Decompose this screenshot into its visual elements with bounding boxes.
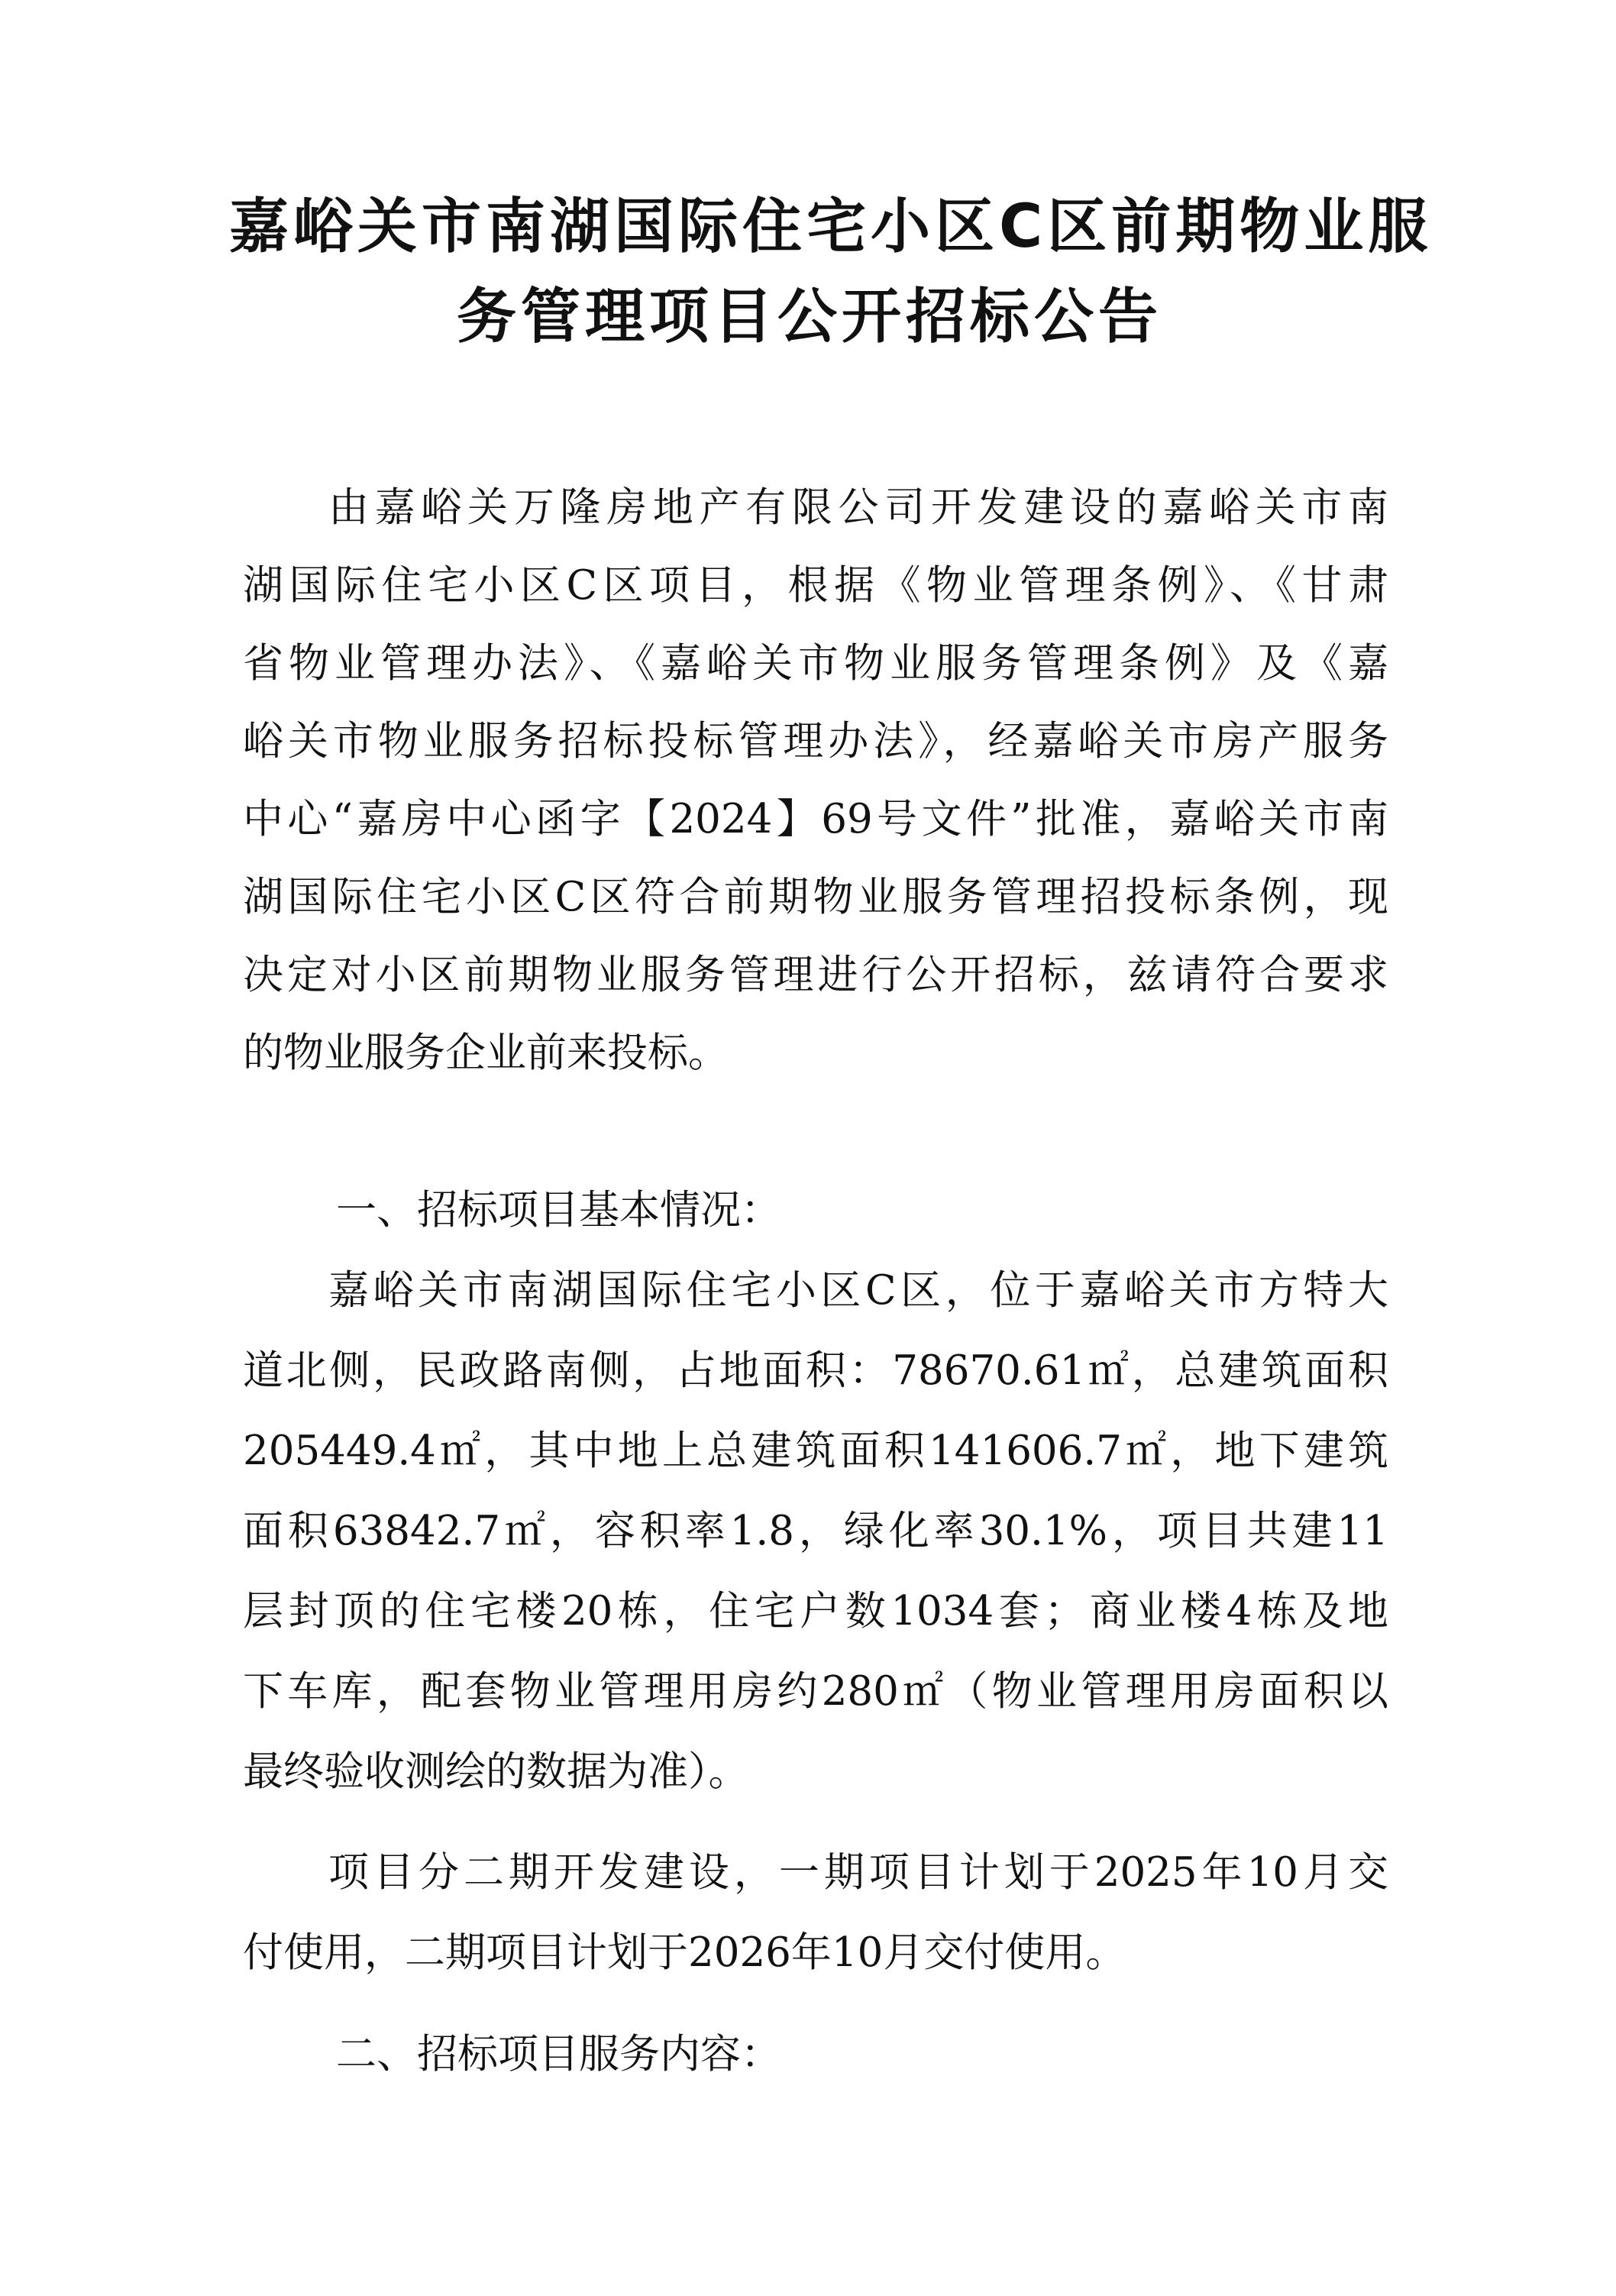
section1-line: 嘉峪关市南湖国际住宅小区C区，位于嘉峪关市方特大 bbox=[328, 1267, 1388, 1314]
section1-line: 层封顶的住宅楼20栋，住宅户数1034套；商业楼4栋及地 bbox=[243, 1588, 1388, 1635]
intro-line: 中心“嘉房中心函字【2024】69号文件”批准，嘉峪关市南 bbox=[243, 796, 1388, 842]
intro-line: 由嘉峪关万隆房地产有限公司开发建设的嘉峪关市南 bbox=[328, 484, 1388, 531]
intro-line: 的物业服务企业前来投标。 bbox=[243, 1030, 729, 1076]
section1-line: 道北侧，民政路南侧，占地面积：78670.61㎡，总建筑面积 bbox=[243, 1347, 1388, 1394]
section-heading-1: 一、招标项目基本情况： bbox=[336, 1187, 781, 1234]
page-title-line-1: 嘉峪关市南湖国际住宅小区C区前期物业服 bbox=[229, 192, 1433, 261]
intro-line: 决定对小区前期物业服务管理进行公开招标，兹请符合要求 bbox=[243, 952, 1388, 998]
intro-line: 峪关市物业服务招标投标管理办法》，经嘉峪关市房产服务 bbox=[243, 718, 1388, 765]
schedule-line: 项目分二期开发建设，一期项目计划于2025年10月交 bbox=[328, 1849, 1388, 1896]
intro-line: 湖国际住宅小区C区项目，根据《物业管理条例》、《甘肃 bbox=[243, 562, 1388, 609]
page-title-line-2: 务管理项目公开招标公告 bbox=[456, 283, 1162, 351]
section1-line: 最终验收测绘的数据为准）。 bbox=[243, 1748, 749, 1795]
intro-line: 省物业管理办法》、《嘉峪关市物业服务管理条例》及《嘉 bbox=[243, 640, 1388, 687]
intro-line: 湖国际住宅小区C区符合前期物业服务管理招投标条例，现 bbox=[243, 874, 1388, 920]
section1-line: 面积63842.7㎡，容积率1.8，绿化率30.1%，项目共建11 bbox=[243, 1508, 1388, 1554]
schedule-line: 付使用，二期项目计划于2026年10月交付使用。 bbox=[243, 1929, 1126, 1976]
section-heading-2: 二、招标项目服务内容： bbox=[336, 2031, 781, 2078]
section1-line: 下车库，配套物业管理用房约280㎡（物业管理用房面积以 bbox=[243, 1668, 1388, 1715]
section1-line: 205449.4㎡，其中地上总建筑面积141606.7㎡，地下建筑 bbox=[243, 1428, 1388, 1474]
